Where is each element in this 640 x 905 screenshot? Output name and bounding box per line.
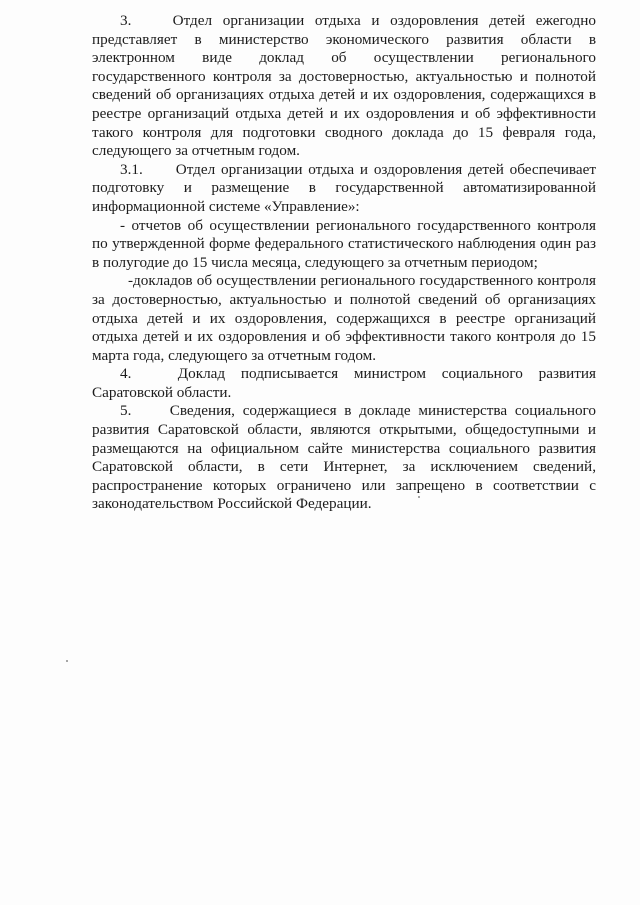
paragraph-text: Отдел организации отдыха и оздоровления детей обеспечивает подготовку и размещение в государственной автоматизированной информационной системе «Управление»: <box>92 160 597 215</box>
paragraph-4 <box>92 365 596 402</box>
paragraph-3-1 <box>92 161 596 217</box>
paragraph-text: - отчетов об осуществлении регионального государственного контроля по утвержденной форме федерального статистического наблюдения один раз в полугодие до 15 числа месяца, следующего за отчетным периодом; <box>92 216 596 271</box>
paragraph-3 <box>92 12 596 161</box>
paragraph-text: Сведения, содержащиеся в докладе министерства социального развития Саратовской области, являются открытыми, общедоступными и размещаются на официальном сайте министерства социального развития Саратовской области, в сети Интернет, за исключением сведений, распространение которых ограничено или запрещено в соответствии с законодательством Российской Федерации. <box>92 402 596 513</box>
paragraph-number: 5. <box>120 402 132 420</box>
paragraph-text: Отдел организации отдыха и оздоровления детей ежегодно представляет в министерство экономического развития области в электронном виде доклад об осуществлении регионального государственного контроля за достоверностью, актуальностью и полнотой сведений об организациях отдыха детей и их оздоровления, содержащихся в реестре организаций отдыха детей и их оздоровления и об эффективности такого контроля для подготовки сводного доклада до 15 февраля года, следующего за отчетным годом. <box>92 12 597 160</box>
scan-speck <box>66 660 68 662</box>
list-item-reports <box>92 217 596 273</box>
paragraph-number: 4. <box>120 365 132 383</box>
document-body <box>92 12 596 514</box>
paragraph-number: 3. <box>120 12 132 29</box>
scan-speck <box>418 496 420 498</box>
paragraph-text: Доклад подписывается министром социального развития Саратовской области. <box>92 365 596 401</box>
paragraph-text: -докладов об осуществлении регионального государственного контроля за достоверностью, актуальностью и полнотой сведений об организациях отдыха детей и их оздоровления, содержащихся в реестре организаций отдыха детей и их оздоровления и об эффективности такого контроля до 15 марта года, следующего за отчетным годом. <box>92 272 596 364</box>
paragraph-5 <box>92 402 596 514</box>
list-item-reports-control <box>92 272 596 365</box>
paragraph-number: 3.1. <box>120 160 143 178</box>
